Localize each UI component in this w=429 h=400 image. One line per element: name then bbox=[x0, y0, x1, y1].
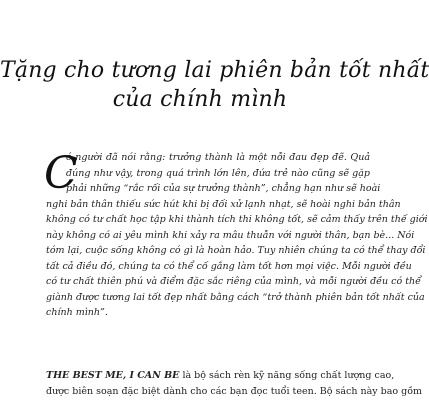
paragraph-line-text: là bộ sách rèn kỹ năng sống chất lượng cao, bbox=[179, 370, 395, 381]
paragraph-line: giành được tương lai tốt đẹp nhất bằng cách “trở thành phiên bản tốt nhất của bbox=[46, 291, 425, 303]
series-paragraph bbox=[46, 368, 423, 399]
paragraph-line: này không có ai yêu mình khi xảy ra mâu thuẫn với người thân, bạn bè... Nói bbox=[46, 229, 415, 241]
series-name: THE BEST ME, I CAN BE bbox=[46, 370, 180, 381]
paragraph-line: nghi bản thân thiếu sức hút khi bị đối xử lạnh nhạt, sẽ hoài nghi bản thân bbox=[46, 198, 401, 210]
drop-cap: C bbox=[44, 148, 78, 199]
paragraph-line: chính mình”. bbox=[46, 307, 108, 318]
chapter-title-line-2: của chính mình bbox=[112, 87, 288, 112]
paragraph-line: tóm lại, cuộc sống không có gì là hoàn hảo. Tuy nhiên chúng ta có thể thay đổi bbox=[46, 245, 426, 256]
paragraph-line: tất cả điều đó, chúng ta có thể cố gắng làm tốt hơn mọi việc. Mỗi người đều bbox=[46, 260, 412, 272]
paragraph-line: không có tư chất học tập khi thành tích thi không tốt, sẽ cảm thấy trên thế giới bbox=[46, 214, 428, 225]
chapter-title-line-1: Tặng cho tương lai phiên bản tốt nhất bbox=[0, 58, 429, 83]
paragraph-line: được biên soạn đặc biệt dành cho các bạn đọc tuổi teen. Bộ sách này bao gồm bbox=[46, 385, 423, 397]
paragraph-line bbox=[46, 368, 395, 384]
paragraph-line: có tư chất thiên phú và điểm đặc sắc riêng của mình, và mỗi người đều có thể bbox=[46, 276, 421, 287]
paragraph-line: ó người đã nói rằng: trưởng thành là một nỗi đau đẹp đẽ. Quả bbox=[66, 152, 370, 163]
intro-paragraph bbox=[44, 148, 428, 321]
paragraph-line: phải những “rắc rối của sự trưởng thành”, chẳng hạn như sẽ hoài bbox=[66, 183, 381, 194]
paragraph-line: đúng như vậy, trong quá trình lớn lên, đứa trẻ nào cũng sẽ gặp bbox=[66, 167, 370, 179]
